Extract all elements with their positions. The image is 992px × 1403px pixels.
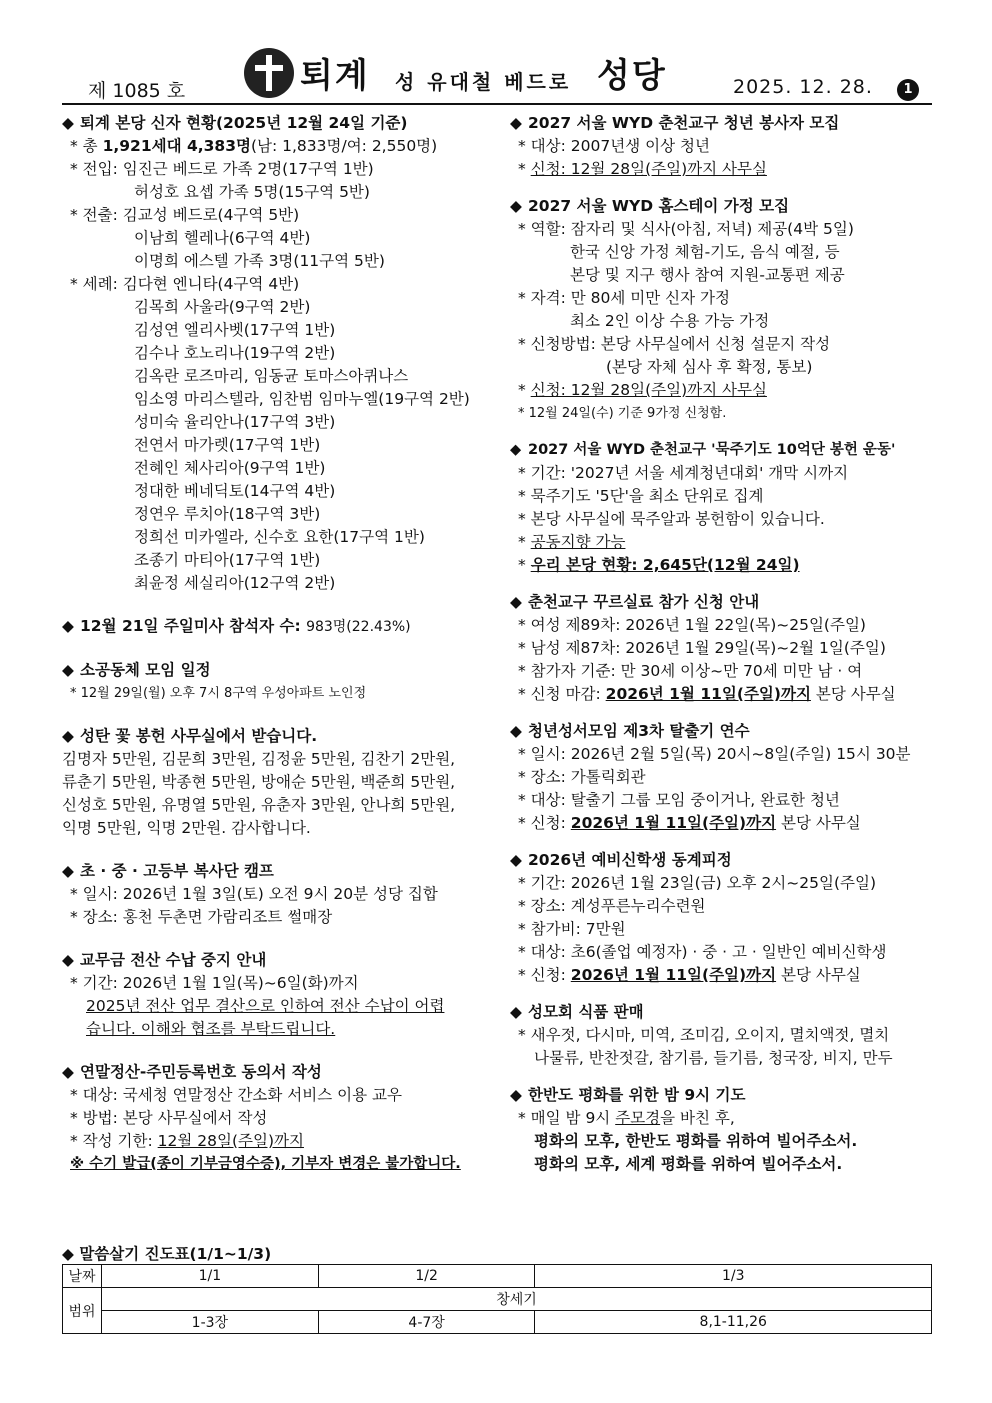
info-line: * 일시: 2026년 2월 5일(목) 20시~8일(주일) 15시 30분 bbox=[518, 745, 911, 763]
info-line: 습니다. 이해와 협조를 부탁드립니다. bbox=[86, 1020, 336, 1038]
info-line: * 대상: 탈출기 그룹 모임 중이거나, 완료한 청년 bbox=[518, 791, 840, 809]
baptism-line: 정희선 미카엘라, 신수호 요한(17구역 1반) bbox=[134, 528, 425, 546]
diamond-bullet-icon: ◆ bbox=[510, 851, 522, 869]
date-header: 날짜 bbox=[63, 1265, 102, 1288]
section-tax-consent bbox=[62, 1061, 492, 1176]
baptism-line: * 세례: 김다현 엔니타(4구역 4반) bbox=[70, 275, 300, 293]
range-cell: 8,1-11,26 bbox=[535, 1311, 932, 1334]
diamond-bullet-icon: ◆ bbox=[62, 1245, 74, 1263]
info-line: * 대상: 2007년생 이상 청년 bbox=[518, 137, 710, 155]
baptism-line: 전연서 마가렛(17구역 1반) bbox=[134, 436, 321, 454]
info-line: * 매일 밤 9시 주모경을 바친 후, bbox=[518, 1109, 735, 1127]
info-line: * 신청방법: 본당 사무실에서 신청 설문지 작성 bbox=[518, 335, 831, 353]
info-line: * 장소: 계성푸른누리수련원 bbox=[518, 897, 706, 915]
section-altar-servers-camp bbox=[62, 860, 492, 929]
parish-name-3: 성당 bbox=[597, 56, 667, 96]
section-title: ◆ 퇴계 본당 신자 현황(2025년 12월 24일 기준) bbox=[62, 112, 492, 135]
diamond-bullet-icon: ◆ bbox=[510, 722, 522, 740]
diamond-bullet-icon: ◆ bbox=[62, 661, 74, 679]
donor-line: 익명 5만원, 익명 2만원. 감사합니다. bbox=[62, 819, 311, 837]
prayer-line: 평화의 모후, 세계 평화를 위하여 빌어주소서. bbox=[534, 1155, 843, 1173]
info-line: * 역할: 잠자리 및 식사(아침, 저녁) 제공(4박 5일) bbox=[518, 220, 854, 238]
table-row bbox=[63, 1311, 932, 1334]
diamond-bullet-icon: ◆ bbox=[510, 593, 522, 611]
range-header: 범위 bbox=[63, 1288, 102, 1334]
deadline-line: * 신청: 12월 28일(주일)까지 사무실 bbox=[518, 381, 767, 399]
info-line: * 대상: 국세청 연말정산 간소화 서비스 이용 교우 bbox=[70, 1086, 402, 1104]
move-in-line: * 전입: 임진근 베드로 가족 2명(17구역 1반) bbox=[70, 160, 374, 178]
section-title: ◆ 12월 21일 주일미사 참석자 수: 983명(22.43%) bbox=[62, 615, 492, 639]
section-youth-bible-retreat bbox=[510, 720, 940, 835]
section-title: ◆ 한반도 평화를 위한 밤 9시 기도 bbox=[510, 1084, 940, 1107]
deadline-line: * 신청: 12월 28일(주일)까지 사무실 bbox=[518, 160, 767, 178]
info-line: * 장소: 홍천 두촌면 가람리조트 썰매장 bbox=[70, 908, 333, 926]
diamond-bullet-icon: ◆ bbox=[510, 1086, 522, 1104]
baptism-line: 김옥란 로즈마리, 임동균 토마스아퀴나스 bbox=[134, 367, 409, 385]
deadline-line: * 신청: 2026년 1월 11일(주일)까지 본당 사무실 bbox=[518, 814, 861, 832]
diamond-bullet-icon: ◆ bbox=[62, 617, 74, 635]
schedule-title: ◆ 말씀살기 진도표(1/1~1/3) bbox=[62, 1245, 272, 1263]
status-line: * 우리 본당 현황: 2,645단(12월 24일) bbox=[518, 556, 800, 574]
date-cell: 1/3 bbox=[535, 1265, 932, 1288]
section-title: ◆ 성모회 식품 판매 bbox=[510, 1001, 940, 1024]
info-line: * 기간: 2026년 1월 23일(금) 오후 2시~25일(주일) bbox=[518, 874, 877, 892]
section-title: ◆ 2027 서울 WYD 춘천교구 청년 봉사자 모집 bbox=[510, 112, 940, 135]
info-line: * 참가자 기준: 만 30세 이상~만 70세 미만 남 · 여 bbox=[518, 662, 863, 680]
issue-date: 2025. 12. 28. bbox=[733, 76, 873, 98]
header-divider bbox=[62, 103, 932, 105]
info-line: * 새우젓, 다시마, 미역, 조미김, 오이지, 멸치액젓, 멸치 bbox=[518, 1026, 890, 1044]
table-row bbox=[63, 1288, 932, 1311]
baptism-line: 정대한 베네딕토(14구역 4반) bbox=[134, 482, 336, 500]
table-row bbox=[63, 1265, 932, 1288]
notice-line: ※ 수기 발급(종이 기부금영수증), 기부자 변경은 불가합니다. bbox=[70, 1156, 461, 1172]
diamond-bullet-icon: ◆ bbox=[62, 727, 74, 745]
page-number-badge: 1 bbox=[897, 79, 919, 101]
move-out-line: 이남희 헬레나(6구역 4반) bbox=[134, 229, 311, 247]
section-offering-suspension bbox=[62, 949, 492, 1041]
baptism-line: 전혜인 체사리아(9구역 1반) bbox=[134, 459, 326, 477]
section-peace-prayer bbox=[510, 1084, 940, 1176]
baptism-line: 최윤정 세실리아(12구역 2반) bbox=[134, 574, 336, 592]
section-cursillo bbox=[510, 591, 940, 706]
range-cell: 4-7장 bbox=[318, 1311, 535, 1334]
diamond-bullet-icon: ◆ bbox=[62, 1063, 74, 1081]
donor-line: 류춘기 5만원, 박종현 5만원, 방애순 5만원, 백준희 5만원, bbox=[62, 773, 456, 791]
schedule-line: * 12월 29일(월) 오후 7시 8구역 우성아파트 노인정 bbox=[70, 686, 367, 701]
diamond-bullet-icon: ◆ bbox=[62, 951, 74, 969]
donor-line: 김명자 5만원, 김문희 3만원, 김정윤 5만원, 김찬기 2만원, bbox=[62, 750, 456, 768]
section-christmas-flowers bbox=[62, 725, 492, 840]
baptism-line: 김수나 호노리나(19구역 2반) bbox=[134, 344, 336, 362]
donor-line: 신성호 5만원, 유명열 5만원, 유춘자 3만원, 안나희 5만원, bbox=[62, 796, 456, 814]
date-cell: 1/1 bbox=[102, 1265, 319, 1288]
move-out-line: 이명희 에스텔 가족 3명(11구역 5반) bbox=[134, 252, 385, 270]
info-line: 2025년 전산 업무 결산으로 인하여 전산 수납이 어렵 bbox=[86, 997, 445, 1015]
section-title: ◆ 2027 서울 WYD 홈스테이 가정 모집 bbox=[510, 195, 940, 218]
section-title: ◆ 초 · 중 · 고등부 복사단 캠프 bbox=[62, 860, 492, 883]
info-line: 한국 신앙 가정 체험-기도, 음식 예절, 등 bbox=[570, 243, 840, 261]
diamond-bullet-icon: ◆ bbox=[62, 114, 74, 132]
info-line: * 자격: 만 80세 미만 신자 가정 bbox=[518, 289, 730, 307]
section-parishioner-status bbox=[62, 112, 492, 595]
info-line: * 기간: 2026년 1월 1일(목)~6일(화)까지 bbox=[70, 974, 359, 992]
diamond-bullet-icon: ◆ bbox=[510, 442, 522, 458]
deadline-line: * 작성 기한: 12월 28일(주일)까지 bbox=[70, 1132, 304, 1150]
baptism-line: 조종기 마티아(17구역 1반) bbox=[134, 551, 321, 569]
cross-logo-icon bbox=[244, 48, 294, 98]
move-out-line: * 전출: 김교성 베드로(4구역 5반) bbox=[70, 206, 300, 224]
deadline-line: * 신청: 2026년 1월 11일(주일)까지 본당 사무실 bbox=[518, 966, 861, 984]
baptism-line: 김성연 엘리사벳(17구역 1반) bbox=[134, 321, 336, 339]
section-seminarian-retreat bbox=[510, 849, 940, 987]
info-line: 최소 2인 이상 수용 가능 가정 bbox=[570, 312, 770, 330]
info-line: * 12월 24일(수) 기준 9가정 신청함. bbox=[518, 406, 727, 421]
date-cell: 1/2 bbox=[318, 1265, 535, 1288]
info-line: 나물류, 반찬젓갈, 참기름, 들기름, 청국장, 비지, 만두 bbox=[534, 1049, 893, 1067]
range-cell: 1-3장 bbox=[102, 1311, 319, 1334]
baptism-line: 정연우 루치아(18구역 3반) bbox=[134, 505, 321, 523]
info-line: * 공동지향 가능 bbox=[518, 533, 626, 551]
section-title: ◆ 2027 서울 WYD 춘천교구 '묵주기도 10억단 봉헌 운동' bbox=[510, 439, 940, 462]
section-title: ◆ 성탄 꽃 봉헌 사무실에서 받습니다. bbox=[62, 725, 492, 748]
section-title: ◆ 연말정산-주민등록번호 동의서 작성 bbox=[62, 1061, 492, 1084]
total-count-line: * 총 1,921세대 4,383명(남: 1,833명/여: 2,550명) bbox=[70, 137, 438, 155]
right-column bbox=[510, 112, 940, 1190]
section-title: ◆ 청년성서모임 제3차 탈출기 연수 bbox=[510, 720, 940, 743]
diamond-bullet-icon: ◆ bbox=[510, 114, 522, 132]
info-line: * 묵주기도 '5단'을 최소 단위로 집계 bbox=[518, 487, 764, 505]
section-title: ◆ 교무금 전산 수납 중지 안내 bbox=[62, 949, 492, 972]
info-line: * 대상: 초6(졸업 예정자) · 중 · 고 · 일반인 예비신학생 bbox=[518, 943, 887, 961]
info-line: * 기간: '2027년 서울 세계청년대회' 개막 시까지 bbox=[518, 464, 849, 482]
info-line: * 장소: 가톨릭회관 bbox=[518, 768, 646, 786]
info-line: * 참가비: 7만원 bbox=[518, 920, 626, 938]
issue-number: 제 1085 호 bbox=[88, 80, 186, 102]
section-title: ◆ 소공동체 모임 일정 bbox=[62, 659, 492, 682]
deadline-line: * 신청 마감: 2026년 1월 11일(주일)까지 본당 사무실 bbox=[518, 685, 896, 703]
prayer-line: 평화의 모후, 한반도 평화를 위하여 빌어주소서. bbox=[534, 1132, 858, 1150]
diamond-bullet-icon: ◆ bbox=[510, 1003, 522, 1021]
reading-schedule-table bbox=[62, 1264, 932, 1334]
baptism-line: 김목희 사울라(9구역 2반) bbox=[134, 298, 311, 316]
newsletter-header bbox=[0, 0, 992, 110]
section-small-community bbox=[62, 659, 492, 705]
move-in-line: 허성호 요셉 가족 5명(15구역 5반) bbox=[134, 183, 370, 201]
book-cell: 창세기 bbox=[102, 1288, 932, 1311]
parish-name-2: 성 유대철 베드로 bbox=[395, 70, 572, 94]
section-title: ◆ 2026년 예비신학생 동계피정 bbox=[510, 849, 940, 872]
left-column bbox=[62, 112, 492, 1190]
section-wyd-volunteers bbox=[510, 112, 940, 181]
section-title: ◆ 춘천교구 꾸르실료 참가 신청 안내 bbox=[510, 591, 940, 614]
info-line: 본당 및 지구 행사 참여 지원-교통편 제공 bbox=[570, 266, 845, 284]
section-wyd-homestay bbox=[510, 195, 940, 425]
baptism-line: 임소영 마리스텔라, 임찬범 임마누엘(19구역 2반) bbox=[134, 390, 470, 408]
section-mass-attendance bbox=[62, 615, 492, 639]
section-food-sale bbox=[510, 1001, 940, 1070]
info-line: * 방법: 본당 사무실에서 작성 bbox=[70, 1109, 268, 1127]
diamond-bullet-icon: ◆ bbox=[62, 862, 74, 880]
info-line: * 남성 제87차: 2026년 1월 29일(목)~2월 1일(주일) bbox=[518, 639, 886, 657]
info-line: (본당 자체 심사 후 확정, 통보) bbox=[606, 358, 813, 376]
baptism-line: 성미숙 율리안나(17구역 3반) bbox=[134, 413, 336, 431]
info-line: * 여성 제89차: 2026년 1월 22일(목)~25일(주일) bbox=[518, 616, 866, 634]
info-line: * 일시: 2026년 1월 3일(토) 오전 9시 20분 성당 집합 bbox=[70, 885, 438, 903]
info-line: * 본당 사무실에 묵주알과 봉헌함이 있습니다. bbox=[518, 510, 825, 528]
section-rosary-campaign bbox=[510, 439, 940, 577]
diamond-bullet-icon: ◆ bbox=[510, 197, 522, 215]
parish-name-1: 퇴계 bbox=[300, 56, 370, 96]
